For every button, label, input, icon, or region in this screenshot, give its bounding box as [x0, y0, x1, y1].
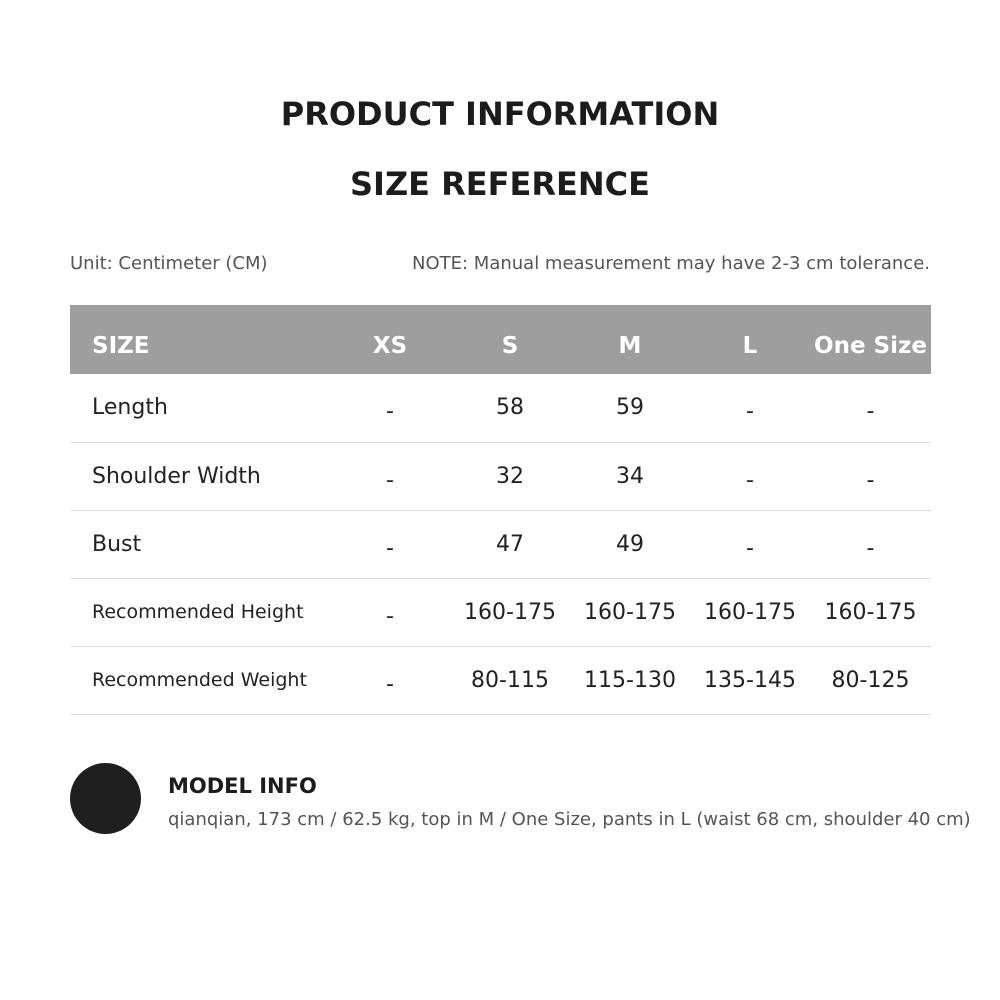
- table-cell: -: [386, 399, 394, 425]
- table-cell: 160-175: [824, 599, 917, 625]
- column-header: M: [618, 332, 642, 359]
- model-info-description: qianqian, 173 cm / 62.5 kg, top in M / One Size, pants in L (waist 68 cm, shoulder 40 cm): [168, 809, 971, 830]
- table-cell: -: [866, 467, 875, 493]
- table-header-row: [70, 305, 931, 374]
- size-table: [70, 305, 931, 715]
- table-cell: 160-175: [584, 599, 676, 625]
- avatar: [70, 763, 141, 834]
- row-label: Bust: [92, 531, 142, 557]
- table-cell: -: [746, 399, 754, 425]
- column-header: One Size: [814, 332, 927, 359]
- table-cell: -: [386, 671, 394, 697]
- table-row: [70, 646, 931, 714]
- table-cell: -: [386, 535, 394, 561]
- table-cell: 32: [496, 463, 524, 489]
- tolerance-note: NOTE: Manual measurement may have 2-3 cm tolerance.: [412, 253, 930, 274]
- table-cell: -: [746, 467, 754, 493]
- unit-label: Unit: Centimeter (CM): [70, 253, 268, 274]
- table-cell: -: [746, 535, 754, 561]
- column-header: SIZE: [92, 332, 150, 359]
- model-info-title: MODEL INFO: [168, 774, 317, 798]
- page-title: PRODUCT INFORMATION: [280, 95, 720, 133]
- table-row: [70, 578, 931, 646]
- table-cell: 58: [496, 395, 524, 421]
- row-label: Length: [92, 395, 168, 421]
- table-row: [70, 510, 931, 578]
- table-cell: 115-130: [584, 667, 676, 693]
- table-cell: 59: [616, 395, 644, 421]
- row-label: Shoulder Width: [92, 463, 261, 489]
- table-cell: 47: [496, 531, 524, 557]
- column-header: XS: [372, 332, 408, 359]
- table-cell: -: [386, 603, 394, 629]
- table-cell: -: [866, 535, 875, 561]
- table-cell: 80-115: [471, 667, 549, 693]
- table-cell: 135-145: [704, 667, 796, 693]
- column-header: L: [742, 332, 758, 359]
- table-cell: -: [866, 399, 875, 425]
- table-cell: 34: [616, 463, 644, 489]
- row-label: Recommended Weight: [92, 669, 307, 691]
- column-header: S: [501, 332, 519, 359]
- section-title: SIZE REFERENCE: [350, 165, 650, 203]
- table-cell: 49: [616, 531, 644, 557]
- table-cell: 160-175: [464, 599, 556, 625]
- table-cell: 160-175: [704, 599, 796, 625]
- table-cell: -: [386, 467, 394, 493]
- row-label: Recommended Height: [92, 601, 304, 623]
- table-row: [70, 374, 931, 442]
- table-row: [70, 442, 931, 510]
- table-cell: 80-125: [831, 667, 910, 693]
- measurement-info: [70, 253, 930, 279]
